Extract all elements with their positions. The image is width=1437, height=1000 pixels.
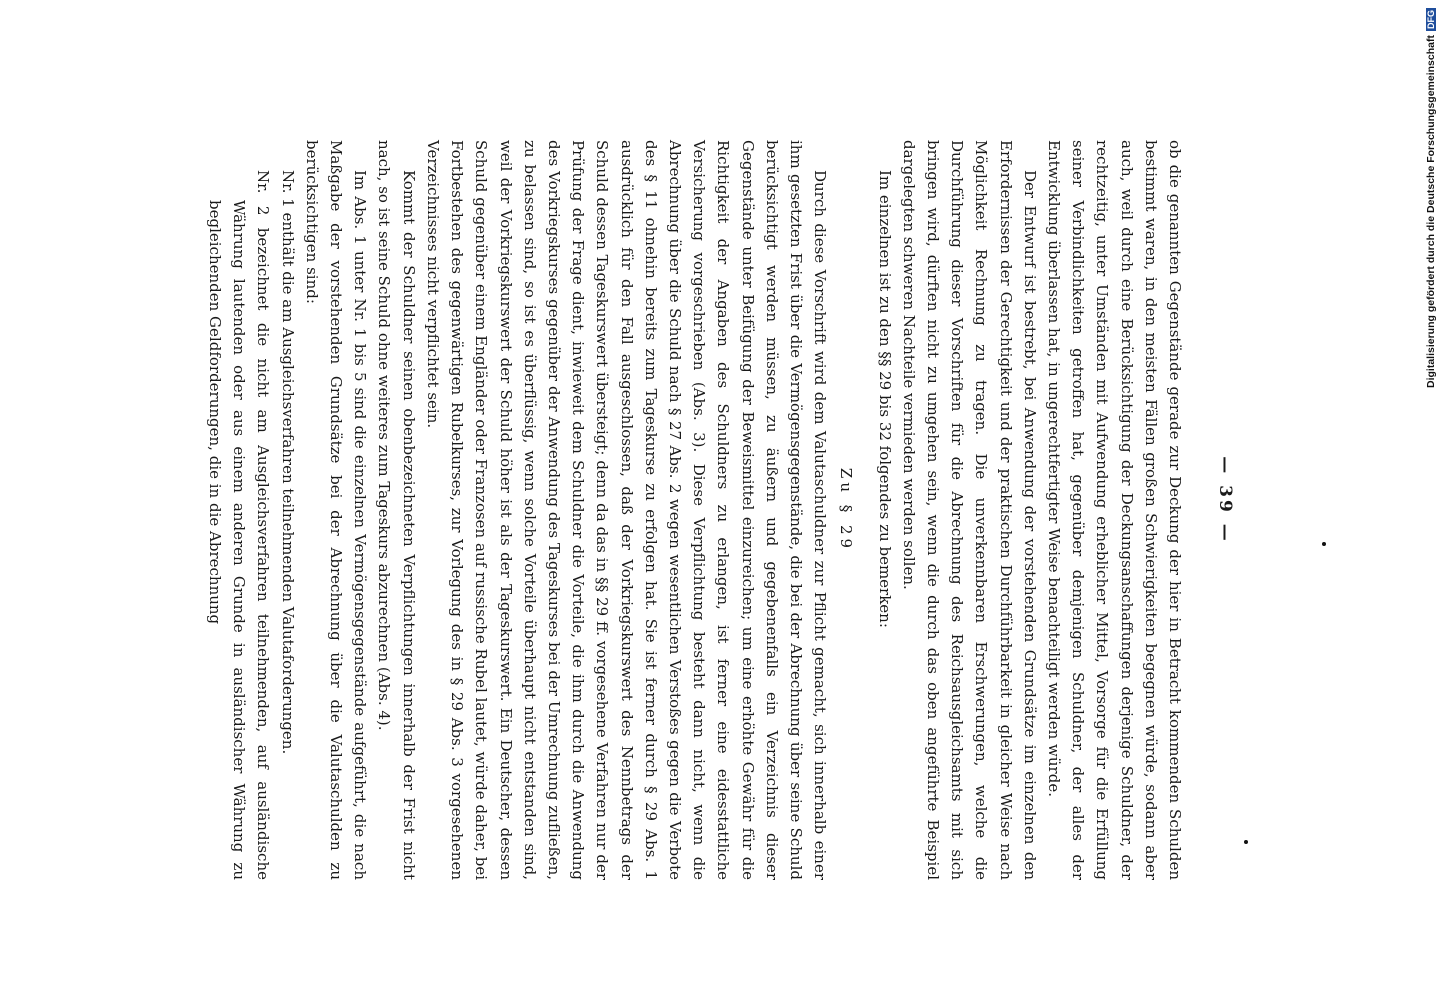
page-header: — 39 —	[1215, 456, 1235, 544]
scanned-page	[115, 70, 1245, 930]
section-title: Zu § 29	[837, 467, 856, 553]
list-item: Nr. 1 enthält die am Ausgleichsverfahren teilnehmenden Valutaforderungen.	[278, 170, 297, 755]
paragraph: Im einzelnen ist zu den §§ 29 bis 32 folgendes zu bemerken:	[875, 170, 894, 628]
paragraph: Der Entwurf ist bestrebt, bei Anwendung der vorstehenden Grundsätze im einzelnen den Erfordernissen der Gerechtigkeit und der praktischen Durchführbarkeit in gleicher Weise nach Möglichkeit Rechnung zu tragen. Die unverkennbaren Erschwerungen, welche die Durchführung dieser Vorschriften für die Abrechnung des Reichsausgleichsamts mit sich bringen wird, dürften nicht zu umgehen sein, wenn die durch das oben angeführte Beispiel dargelegten schweren Nachteile vermieden werden sollen.	[899, 140, 1039, 880]
paragraph: Durch diese Vorschrift wird dem Valutaschuldner zur Pflicht gemacht, sich innerhalb einer ihm gesetzten Frist über die Vermögensgegenstände, die bei der Abrechnung über seine Schuld berücksichtigt werden müssen, zu äußern und gegebenenfalls ein Verzeichnis dieser Gegenstände unter Beifügung der Beweismittel einzureichen; um eine erhöhte Gewähr für die Richtigkeit der Angaben des Schuldners zu erlangen, ist ferner eine eidesstattliche Versicherung vorgeschrieben (Abs. 3). Diese Verpflichtung besteht dann nicht, wenn die Abrechnung über die Schuld nach § 27 Abs. 2 wegen wesentlichen Verstoßes gegen die Verbote des § 11 ohnehin bereits zum Tageskurse zu erfolgen hat. Sie ist ferner durch § 29 Abs. 1 ausdrücklich für den Fall ausgeschlossen, daß der Vorkriegskurswert des Nennbetrags der Schuld dessen Tageskurswert übersteigt; denn da das in §§ 29 ff. vorgesehene Verfahren nur der Prüfung der Frage dient, inwieweit dem Schuldner die Vorteile, die ihm durch die Anwendung des Vorkriegskurses gegenüber der Anwendung des Tageskurses bei der Umrechnung zufließen, zu belassen sind, so ist es überflüssig, wenn solche Vorteile überhaupt nicht entstanden sind, weil der Vorkriegskurswert der Schuld höher ist als der Tageskurswert. Ein Deutscher, dessen Schuld gegenüber einem Engländer oder Franzosen auf russische Rubel lautet, würde daher, bei Fortbestehen des gegenwärtigen Rubelkurses, zur Vorlegung des in § 29 Abs. 3 vorgesehenen Verzeichnisses nicht verpflichtet sein.	[423, 140, 830, 880]
paragraph: ob die genannten Gegenstände gerade zur Deckung der hier in Betracht kommenden Schulden bestimmt waren, in den meisten Fällen großen Schwierigkeiten begegnen würde, sodann aber auch, weil durch eine Berücksichtigung der Deckungsanschaffungen derjenige Schuldner, der rechtzeitig, unter Umständen mit Aufwendung erheblicher Mittel, Vorsorge für die Erfüllung seiner Verbindlichkeiten getroffen hat, gegenüber demjenigen Schuldner, der alles der Entwicklung überlassen hat, in ungerechtfertigter Weise benachteiligt werden würde.	[1044, 140, 1184, 880]
credit-text: Digitalisierung gefördert durch die Deutsche Forschungsgemeinschaft	[1425, 35, 1437, 388]
list-item: Nr. 2 bezeichnet die nicht am Ausgleichsverfahren teilnehmenden, auf ausländische Währung lautenden oder aus einem anderen Grunde in ausländischer Währung zu begleichenden Geldforderungen, die in die Abrechnung	[206, 170, 273, 880]
digitization-credit	[1417, 8, 1437, 398]
page-body	[203, 140, 1187, 880]
dfg-logo: DFG	[1426, 10, 1436, 30]
scan-speck	[1322, 542, 1326, 546]
paragraph: Im Abs. 1 unter Nr. 1 bis 5 sind die einzelnen Vermögensgegenstände aufgeführt, die nach Maßgabe der vorstehenden Grundsätze bei der Abrechnung über die Valutaschulden zu berücksichtigen sind:	[302, 140, 370, 880]
scan-speck	[1244, 840, 1248, 844]
paragraph: Kommt der Schuldner seinen obenbezeichneten Verpflichtungen innerhalb der Frist nicht nach, so ist seine Schuld ohne weiteres zum Tageskurs abzurechnen (Abs. 4).	[375, 140, 418, 880]
